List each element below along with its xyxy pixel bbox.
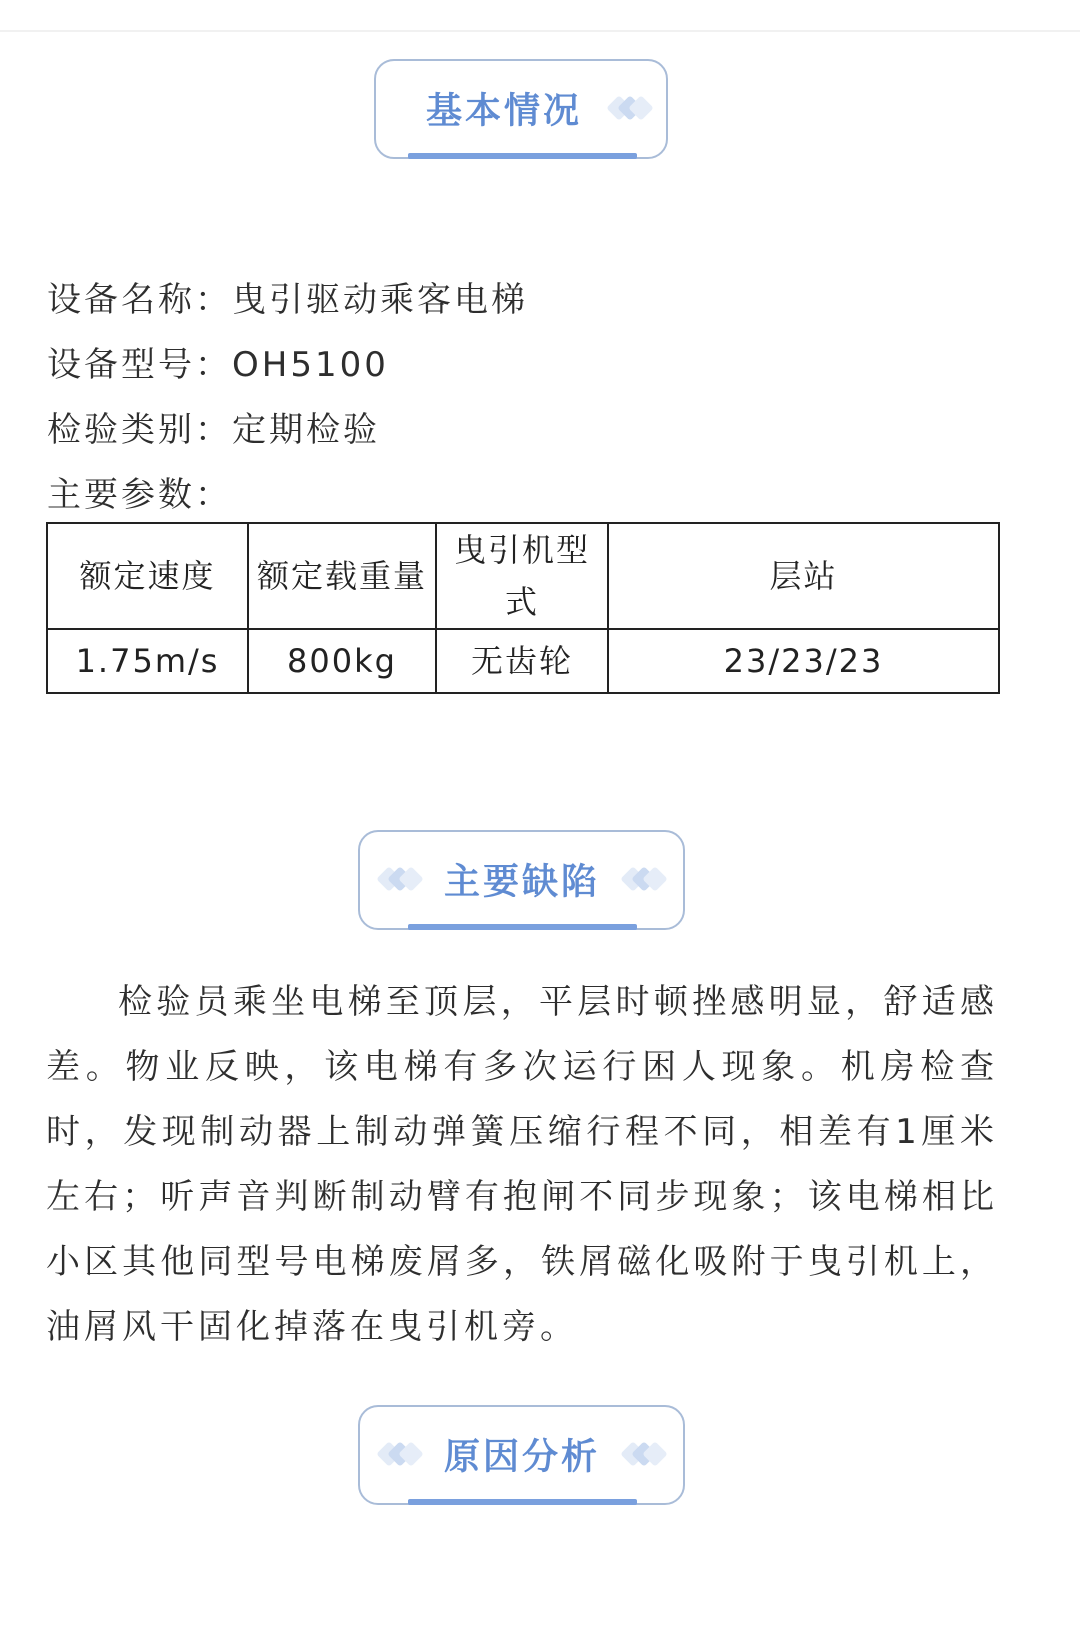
- diamond-decoration-icon: [378, 867, 424, 893]
- value-rated-load: 800kg: [248, 629, 436, 693]
- section-header-analysis: [358, 1405, 685, 1505]
- header-rated-speed: 额定速度: [47, 523, 248, 629]
- header-floors: 层站: [608, 523, 999, 629]
- value-traction-type: 无齿轮: [436, 629, 608, 693]
- section-title-defects: 主要缺陷: [444, 861, 601, 903]
- params-table: [46, 522, 1000, 694]
- equipment-model: [47, 337, 389, 386]
- header-traction-type: 曳引机型式: [436, 523, 608, 629]
- inspection-category-label: 检验类别：: [47, 410, 232, 450]
- inspection-category-value: 定期检验: [232, 410, 380, 450]
- section-underline: [408, 1499, 637, 1505]
- equipment-name: [47, 272, 528, 321]
- params-value-row: [47, 629, 999, 693]
- section-header-basic: [374, 59, 668, 159]
- section-underline: [408, 924, 637, 930]
- equipment-name-label: 设备名称：: [47, 280, 232, 320]
- value-rated-speed: 1.75m/s: [47, 629, 248, 693]
- params-header-row: [47, 523, 999, 629]
- main-params-label: 主要参数：: [47, 475, 232, 515]
- value-floors: 23/23/23: [608, 629, 999, 693]
- inspection-category: [47, 402, 380, 451]
- section-title-basic: 基本情况: [426, 90, 583, 132]
- diamond-decoration-icon: [622, 1442, 668, 1468]
- equipment-model-label: 设备型号：: [47, 345, 232, 385]
- top-divider: [0, 30, 1080, 32]
- section-underline: [408, 153, 637, 159]
- section-title-analysis: 原因分析: [444, 1436, 601, 1478]
- equipment-model-value: OH5100: [232, 345, 389, 385]
- defects-description: 检验员乘坐电梯至顶层，平层时顿挫感明显，舒适感差。物业反映，该电梯有多次运行困人现象。机房检查时，发现制动器上制动弹簧压缩行程不同，相差有1厘米左右；听声音判断制动臂有抱闸不同步现象；该电梯相比小区其他同型号电梯废屑多，铁屑磁化吸附于曳引机上，油屑风干固化掉落在曳引机旁。: [46, 982, 998, 1347]
- diamond-decoration-icon: [622, 867, 668, 893]
- diamond-decoration-icon: [608, 96, 654, 122]
- header-rated-load: 额定载重量: [248, 523, 436, 629]
- equipment-name-value: 曳引驱动乘客电梯: [232, 280, 528, 320]
- section-header-defects: [358, 830, 685, 930]
- diamond-decoration-icon: [378, 1442, 424, 1468]
